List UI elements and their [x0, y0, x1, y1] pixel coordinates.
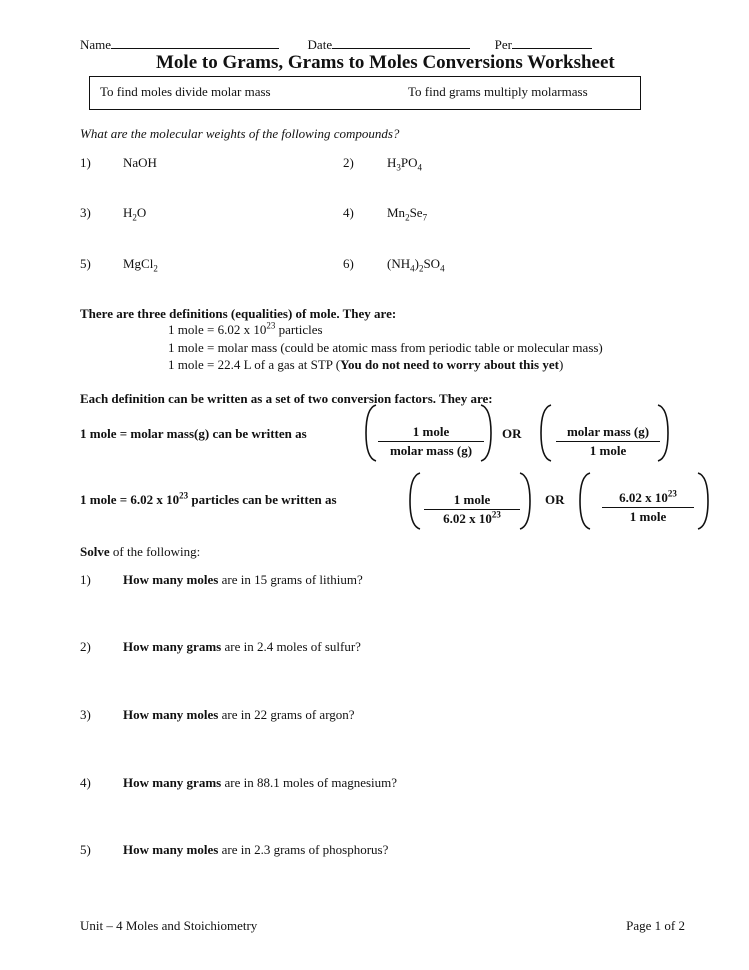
- question-2: How many grams are in 2.4 moles of sulfur?: [123, 639, 361, 654]
- or-label-1: OR: [502, 426, 522, 441]
- question-num-1: 1): [80, 572, 91, 587]
- fraction-denominator: molar mass (g): [389, 443, 473, 458]
- definitions-heading: There are three definitions (equalities) of mole. They are:: [80, 306, 397, 321]
- compound-nh4-2so4: $(NH_4)_2SO_4$: [387, 256, 445, 274]
- question-num-3: 3): [80, 707, 91, 722]
- compound-naoh: NaOH: [123, 155, 157, 170]
- mw-num-2: 2): [343, 155, 354, 170]
- fraction-molar-mass-over-mole: [556, 424, 660, 459]
- mw-num-4: 4): [343, 205, 354, 220]
- definition-molar-mass: 1 mole = molar mass (could be atomic mass from periodic table or molecular mass): [168, 340, 603, 355]
- compound-h3po4: $H_3PO_4$: [387, 155, 423, 173]
- conversion-heading: Each definition can be written as a set of two conversion factors. They are:: [80, 391, 493, 406]
- period-label: Per: [494, 37, 512, 52]
- name-label: Name: [80, 37, 112, 52]
- fraction-denominator: 6.02 x $10^{23}$: [443, 509, 501, 526]
- question-num-5: 5): [80, 842, 91, 857]
- mw-num-5: 5): [80, 256, 91, 271]
- left-paren-icon: [539, 404, 553, 462]
- solve-heading: Solve of the following:: [80, 544, 201, 559]
- right-paren-icon: [696, 472, 710, 530]
- fraction-avogadro-over-mole: [602, 490, 694, 525]
- question-5: How many moles are in 2.3 grams of phosphorus?: [123, 842, 389, 857]
- mw-num-6: 6): [343, 256, 354, 271]
- fraction-numerator: molar mass (g): [556, 424, 660, 442]
- rules-box: [89, 76, 641, 110]
- header-line: [80, 36, 592, 53]
- question-4: How many grams are in 88.1 moles of magnesium?: [123, 775, 398, 790]
- question-num-4: 4): [80, 775, 91, 790]
- left-paren-icon: [408, 472, 422, 530]
- fraction-mole-over-molar-mass: [378, 424, 484, 459]
- footer-unit: Unit – 4 Moles and Stoichiometry: [80, 918, 258, 933]
- question-num-2: 2): [80, 639, 91, 654]
- definition-gas-volume: 1 mole = 22.4 L of a gas at STP (You do not need to worry about this yet): [168, 357, 564, 372]
- page-title: Mole to Grams, Grams to Moles Conversions Worksheet: [156, 52, 615, 73]
- conversion-row1-label: 1 mole = molar mass(g) can be written as: [80, 426, 307, 441]
- right-paren-icon: [656, 404, 670, 462]
- mw-num-1: 1): [80, 155, 91, 170]
- compound-mgcl2: MgCl$_2$: [123, 256, 158, 274]
- conversion-row2-label: 1 mole = 6.02 x $10^{23}$ particles can be written as: [80, 490, 337, 507]
- date-label: Date: [307, 37, 333, 52]
- right-paren-icon: [518, 472, 532, 530]
- period-field[interactable]: [512, 36, 592, 49]
- left-paren-icon: [578, 472, 592, 530]
- right-paren-icon: [479, 404, 493, 462]
- rule-grams: To find grams multiply molarmass: [408, 84, 588, 99]
- compound-mn2se7: $Mn_2Se_7$: [387, 205, 428, 223]
- or-label-2: OR: [545, 492, 565, 507]
- footer-page-number: Page 1 of 2: [626, 918, 685, 933]
- fraction-denominator: 1 mole: [589, 443, 627, 458]
- fraction-numerator: 6.02 x $10^{23}$: [602, 490, 694, 508]
- name-field[interactable]: [111, 36, 279, 49]
- definition-avogadro: 1 mole = 6.02 x $10^{23}$ particles: [168, 320, 323, 337]
- compound-h2o: $H_2O$: [123, 205, 147, 223]
- rule-moles: To find moles divide molar mass: [100, 84, 271, 99]
- fraction-numerator: 1 mole: [378, 424, 484, 442]
- fraction-denominator: 1 mole: [629, 509, 667, 524]
- mw-num-3: 3): [80, 205, 91, 220]
- mw-prompt: What are the molecular weights of the following compounds?: [80, 126, 400, 141]
- question-3: How many moles are in 22 grams of argon?: [123, 707, 355, 722]
- fraction-mole-over-avogadro: [424, 492, 520, 527]
- fraction-numerator: 1 mole: [424, 492, 520, 510]
- question-1: How many moles are in 15 grams of lithium?: [123, 572, 363, 587]
- date-field[interactable]: [332, 36, 470, 49]
- left-paren-icon: [364, 404, 378, 462]
